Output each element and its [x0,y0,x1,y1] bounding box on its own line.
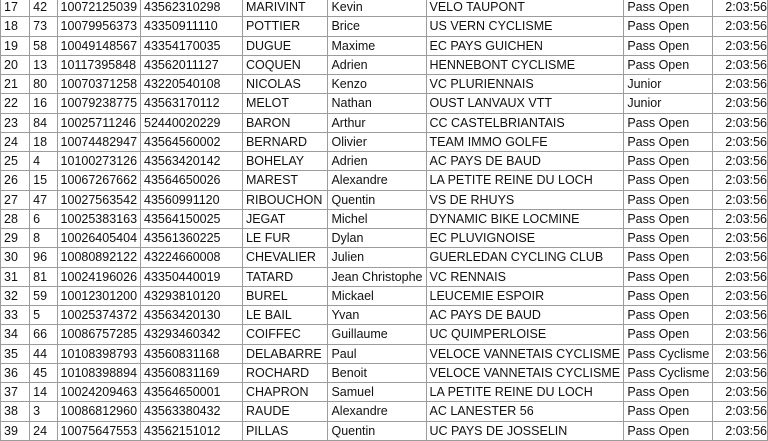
first-name-cell[interactable]: Alexandre [328,402,426,421]
time-cell[interactable]: 2:03:56 [713,209,768,228]
place-cell[interactable]: 35 [1,344,30,363]
uci-id-cell[interactable]: 10086812960 [57,402,140,421]
place-cell[interactable]: 32 [1,286,30,305]
time-cell[interactable]: 2:03:56 [713,0,768,17]
bib-cell[interactable]: 66 [30,325,57,344]
first-name-cell[interactable]: Nathan [328,94,426,113]
time-cell[interactable]: 2:03:56 [713,75,768,94]
uci-id-cell[interactable]: 10075647553 [57,421,140,440]
time-cell[interactable]: 2:03:56 [713,55,768,74]
table-row [1,152,768,171]
category-cell[interactable]: Pass Open [624,383,713,402]
time-cell[interactable]: 2:03:56 [713,383,768,402]
last-name-cell[interactable]: DUGUE [242,36,328,55]
club-cell[interactable]: EC PLUVIGNOISE [426,229,624,248]
last-name-cell[interactable]: JEGAT [242,209,328,228]
uci-id-cell[interactable]: 10025374372 [57,306,140,325]
club-cell[interactable]: UC QUIMPERLOISE [426,325,624,344]
club-cell[interactable]: AC LANESTER 56 [426,402,624,421]
license-cell[interactable]: 43350911110 [141,17,243,36]
place-cell[interactable]: 24 [1,132,30,151]
club-cell[interactable]: TEAM IMMO GOLFE [426,132,624,151]
license-cell[interactable]: 43354170035 [141,36,243,55]
table-row [1,383,768,402]
uci-id-cell[interactable]: 10108398894 [57,363,140,382]
uci-id-cell[interactable]: 10080892122 [57,248,140,267]
club-cell[interactable]: CC CASTELBRIANTAIS [426,113,624,132]
club-cell[interactable]: OUST LANVAUX VTT [426,94,624,113]
category-cell[interactable]: Pass Open [624,421,713,440]
last-name-cell[interactable]: DELABARRE [242,344,328,363]
club-cell[interactable]: GUERLEDAN CYCLING CLUB [426,248,624,267]
category-cell[interactable]: Pass Open [624,248,713,267]
place-cell[interactable]: 17 [1,0,30,17]
uci-id-cell[interactable]: 10027563542 [57,190,140,209]
club-cell[interactable]: LA PETITE REINE DU LOCH [426,171,624,190]
table-row [1,190,768,209]
category-cell[interactable]: Pass Cyclisme [624,344,713,363]
license-cell[interactable]: 43562310298 [141,0,243,17]
first-name-cell[interactable]: Kevin [328,0,426,17]
table-row [1,325,768,344]
last-name-cell[interactable]: BERNARD [242,132,328,151]
uci-id-cell[interactable]: 10086757285 [57,325,140,344]
category-cell[interactable]: Pass Open [624,171,713,190]
club-cell[interactable]: HENNEBONT CYCLISME [426,55,624,74]
time-cell[interactable]: 2:03:56 [713,132,768,151]
bib-cell[interactable]: 45 [30,363,57,382]
category-cell[interactable]: Junior [624,94,713,113]
club-cell[interactable]: VS DE RHUYS [426,190,624,209]
time-cell[interactable]: 2:03:56 [713,267,768,286]
last-name-cell[interactable]: RAUDE [242,402,328,421]
table-row [1,344,768,363]
bib-cell[interactable]: 6 [30,209,57,228]
first-name-cell[interactable]: Quentin [328,190,426,209]
category-cell[interactable]: Pass Open [624,267,713,286]
category-cell[interactable]: Pass Open [624,0,713,17]
license-cell[interactable]: 43563170112 [141,94,243,113]
club-cell[interactable]: VC RENNAIS [426,267,624,286]
first-name-cell[interactable]: Benoit [328,363,426,382]
category-cell[interactable]: Pass Open [624,36,713,55]
license-cell[interactable]: 43562151012 [141,421,243,440]
first-name-cell[interactable]: Michel [328,209,426,228]
bib-cell[interactable]: 16 [30,94,57,113]
uci-id-cell[interactable]: 10100273126 [57,152,140,171]
club-cell[interactable]: UC PAYS DE JOSSELIN [426,421,624,440]
table-row [1,209,768,228]
time-cell[interactable]: 2:03:56 [713,344,768,363]
bib-cell[interactable]: 4 [30,152,57,171]
club-cell[interactable]: VELOCE VANNETAIS CYCLISME [426,363,624,382]
last-name-cell[interactable]: MARIVINT [242,0,328,17]
category-cell[interactable]: Pass Open [624,229,713,248]
bib-cell[interactable]: 15 [30,171,57,190]
license-cell[interactable]: 43560831168 [141,344,243,363]
place-cell[interactable]: 33 [1,306,30,325]
table-row [1,36,768,55]
time-cell[interactable]: 2:03:56 [713,248,768,267]
place-cell[interactable]: 38 [1,402,30,421]
club-cell[interactable]: LA PETITE REINE DU LOCH [426,383,624,402]
license-cell[interactable]: 43562011127 [141,55,243,74]
first-name-cell[interactable]: Jean Christophe [328,267,426,286]
first-name-cell[interactable]: Maxime [328,36,426,55]
place-cell[interactable]: 31 [1,267,30,286]
category-cell[interactable]: Pass Open [624,152,713,171]
license-cell[interactable]: 43563380432 [141,402,243,421]
license-cell[interactable]: 43564650026 [141,171,243,190]
last-name-cell[interactable]: MELOT [242,94,328,113]
time-cell[interactable]: 2:03:56 [713,286,768,305]
time-cell[interactable]: 2:03:56 [713,402,768,421]
club-cell[interactable]: AC PAYS DE BAUD [426,152,624,171]
license-cell[interactable]: 43563420130 [141,306,243,325]
time-cell[interactable]: 2:03:56 [713,190,768,209]
place-cell[interactable]: 26 [1,171,30,190]
first-name-cell[interactable]: Dylan [328,229,426,248]
place-cell[interactable]: 30 [1,248,30,267]
first-name-cell[interactable]: Alexandre [328,171,426,190]
last-name-cell[interactable]: CHEVALIER [242,248,328,267]
last-name-cell[interactable]: LE BAIL [242,306,328,325]
place-cell[interactable]: 22 [1,94,30,113]
bib-cell[interactable]: 80 [30,75,57,94]
table-row [1,229,768,248]
table-row [1,171,768,190]
category-cell[interactable]: Pass Open [624,17,713,36]
category-cell[interactable]: Pass Open [624,402,713,421]
bib-cell[interactable]: 42 [30,0,57,17]
last-name-cell[interactable]: TATARD [242,267,328,286]
time-cell[interactable]: 2:03:56 [713,229,768,248]
first-name-cell[interactable]: Quentin [328,421,426,440]
bib-cell[interactable]: 59 [30,286,57,305]
license-cell[interactable]: 43293810120 [141,286,243,305]
time-cell[interactable]: 2:03:56 [713,94,768,113]
place-cell[interactable]: 20 [1,55,30,74]
table-row [1,421,768,440]
uci-id-cell[interactable]: 10049148567 [57,36,140,55]
bib-cell[interactable]: 44 [30,344,57,363]
place-cell[interactable]: 34 [1,325,30,344]
time-cell[interactable]: 2:03:56 [713,171,768,190]
last-name-cell[interactable]: MAREST [242,171,328,190]
club-cell[interactable]: DYNAMIC BIKE LOCMINE [426,209,624,228]
place-cell[interactable]: 23 [1,113,30,132]
uci-id-cell[interactable]: 10079238775 [57,94,140,113]
bib-cell[interactable]: 8 [30,229,57,248]
last-name-cell[interactable]: POTTIER [242,17,328,36]
license-cell[interactable]: 43564650001 [141,383,243,402]
uci-id-cell[interactable]: 10067267662 [57,171,140,190]
bib-cell[interactable]: 58 [30,36,57,55]
last-name-cell[interactable]: LE FUR [242,229,328,248]
table-row [1,248,768,267]
category-cell[interactable]: Pass Open [624,286,713,305]
time-cell[interactable]: 2:03:56 [713,113,768,132]
table-row [1,17,768,36]
category-cell[interactable]: Pass Open [624,132,713,151]
first-name-cell[interactable]: Mickael [328,286,426,305]
first-name-cell[interactable]: Samuel [328,383,426,402]
first-name-cell[interactable]: Olivier [328,132,426,151]
category-cell[interactable]: Pass Open [624,190,713,209]
bib-cell[interactable]: 13 [30,55,57,74]
category-cell[interactable]: Pass Open [624,209,713,228]
time-cell[interactable]: 2:03:56 [713,306,768,325]
place-cell[interactable]: 21 [1,75,30,94]
place-cell[interactable]: 36 [1,363,30,382]
place-cell[interactable]: 29 [1,229,30,248]
time-cell[interactable]: 2:03:56 [713,152,768,171]
time-cell[interactable]: 2:03:56 [713,421,768,440]
time-cell[interactable]: 2:03:56 [713,325,768,344]
uci-id-cell[interactable]: 10074482947 [57,132,140,151]
bib-cell[interactable]: 18 [30,132,57,151]
last-name-cell[interactable]: RIBOUCHON [242,190,328,209]
table-row [1,132,768,151]
table-row [1,75,768,94]
results-body [1,0,768,440]
table-row [1,55,768,74]
uci-id-cell[interactable]: 10024209463 [57,383,140,402]
club-cell[interactable]: LEUCEMIE ESPOIR [426,286,624,305]
club-cell[interactable]: EC PAYS GUICHEN [426,36,624,55]
place-cell[interactable]: 19 [1,36,30,55]
category-cell[interactable]: Pass Open [624,325,713,344]
table-row [1,0,768,17]
place-cell[interactable]: 37 [1,383,30,402]
last-name-cell[interactable]: NICOLAS [242,75,328,94]
club-cell[interactable]: VELO TAUPONT [426,0,624,17]
license-cell[interactable]: 43563420142 [141,152,243,171]
uci-id-cell[interactable]: 10012301200 [57,286,140,305]
time-cell[interactable]: 2:03:56 [713,17,768,36]
category-cell[interactable]: Pass Open [624,306,713,325]
license-cell[interactable]: 43560831169 [141,363,243,382]
table-row [1,286,768,305]
bib-cell[interactable]: 84 [30,113,57,132]
first-name-cell[interactable]: Yvan [328,306,426,325]
first-name-cell[interactable]: Brice [328,17,426,36]
table-row [1,113,768,132]
license-cell[interactable]: 43224660008 [141,248,243,267]
category-cell[interactable]: Pass Open [624,113,713,132]
license-cell[interactable]: 43220540108 [141,75,243,94]
license-cell[interactable]: 43564560002 [141,132,243,151]
category-cell[interactable]: Junior [624,75,713,94]
uci-id-cell[interactable]: 10025711246 [57,113,140,132]
bib-cell[interactable]: 47 [30,190,57,209]
last-name-cell[interactable]: CHAPRON [242,383,328,402]
uci-id-cell[interactable]: 10117395848 [57,55,140,74]
uci-id-cell[interactable]: 10025383163 [57,209,140,228]
license-cell[interactable]: 52440020229 [141,113,243,132]
bib-cell[interactable]: 5 [30,306,57,325]
first-name-cell[interactable]: Paul [328,344,426,363]
place-cell[interactable]: 25 [1,152,30,171]
place-cell[interactable]: 28 [1,209,30,228]
last-name-cell[interactable]: BUREL [242,286,328,305]
license-cell[interactable]: 43293460342 [141,325,243,344]
license-cell[interactable]: 43560991120 [141,190,243,209]
table-row [1,402,768,421]
bib-cell[interactable]: 24 [30,421,57,440]
uci-id-cell[interactable]: 10024196026 [57,267,140,286]
bib-cell[interactable]: 14 [30,383,57,402]
time-cell[interactable]: 2:03:56 [713,363,768,382]
last-name-cell[interactable]: BOHELAY [242,152,328,171]
place-cell[interactable]: 18 [1,17,30,36]
uci-id-cell[interactable]: 10072125039 [57,0,140,17]
time-cell[interactable]: 2:03:56 [713,36,768,55]
bib-cell[interactable]: 96 [30,248,57,267]
license-cell[interactable]: 43350440019 [141,267,243,286]
uci-id-cell[interactable]: 10079956373 [57,17,140,36]
club-cell[interactable]: US VERN CYCLISME [426,17,624,36]
license-cell[interactable]: 43561360225 [141,229,243,248]
bib-cell[interactable]: 3 [30,402,57,421]
table-row [1,267,768,286]
uci-id-cell[interactable]: 10070371258 [57,75,140,94]
table-row [1,363,768,382]
first-name-cell[interactable]: Adrien [328,55,426,74]
license-cell[interactable]: 43564150025 [141,209,243,228]
first-name-cell[interactable]: Arthur [328,113,426,132]
uci-id-cell[interactable]: 10026405404 [57,229,140,248]
last-name-cell[interactable]: BARON [242,113,328,132]
first-name-cell[interactable]: Adrien [328,152,426,171]
last-name-cell[interactable]: COIFFEC [242,325,328,344]
table-row [1,94,768,113]
uci-id-cell[interactable]: 10108398793 [57,344,140,363]
first-name-cell[interactable]: Kenzo [328,75,426,94]
last-name-cell[interactable]: ROCHARD [242,363,328,382]
first-name-cell[interactable]: Julien [328,248,426,267]
last-name-cell[interactable]: PILLAS [242,421,328,440]
bib-cell[interactable]: 81 [30,267,57,286]
last-name-cell[interactable]: COQUEN [242,55,328,74]
place-cell[interactable]: 39 [1,421,30,440]
first-name-cell[interactable]: Guillaume [328,325,426,344]
club-cell[interactable]: AC PAYS DE BAUD [426,306,624,325]
club-cell[interactable]: VELOCE VANNETAIS CYCLISME [426,344,624,363]
bib-cell[interactable]: 73 [30,17,57,36]
club-cell[interactable]: VC PLURIENNAIS [426,75,624,94]
table-row [1,306,768,325]
category-cell[interactable]: Pass Cyclisme [624,363,713,382]
category-cell[interactable]: Pass Open [624,55,713,74]
place-cell[interactable]: 27 [1,190,30,209]
